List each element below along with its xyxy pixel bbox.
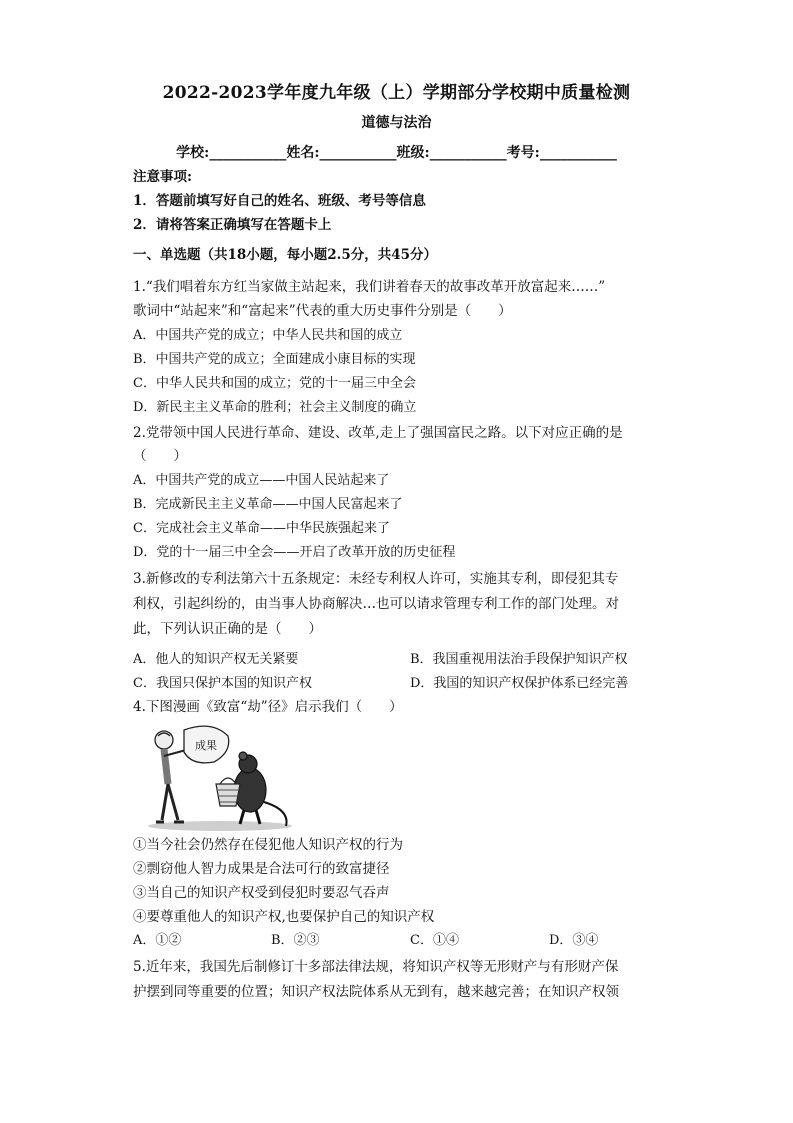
section-heading: 一、单选题（共18小题，每小题2.5分，共45分）	[133, 247, 438, 263]
statement-item: ④要尊重他人的知识产权,也要保护自己的知识产权	[133, 909, 435, 925]
statement-item: ②剽窃他人智力成果是合法可行的致富捷径	[133, 861, 390, 877]
question-text: 利权，引起纠纷的，由当事人协商解决…也可以请求管理专利工作的部门处理。对	[133, 596, 619, 612]
cartoon-illustration	[140, 722, 300, 832]
answer-option: A．中国共产党的成立——中国人民站起来了	[133, 473, 390, 488]
answer-option: A．他人的知识产权无关紧要	[133, 652, 299, 667]
statement-item: ③当自己的知识产权受到侵犯时要忍气吞声	[133, 885, 390, 901]
ground-shadow	[148, 821, 292, 831]
question-text: （ ）	[133, 448, 187, 464]
answer-option: C．我国只保护本国的知识产权	[133, 676, 312, 691]
answer-option: D．③④	[549, 933, 599, 948]
answer-option: A．中国共产党的成立；中华人民共和国的成立	[133, 328, 403, 343]
question-text: 护摆到同等重要的位置；知识产权法院体系从无到有，越来越完善；在知识产权领	[133, 984, 619, 1000]
page-title: 2022-2023学年度九年级（上）学期部分学校期中质量检测	[162, 83, 631, 103]
answer-option: B．②③	[271, 933, 320, 948]
question-text: 歌词中“站起来”和“富起来”代表的重大历史事件分别是（ ）	[133, 303, 512, 319]
answer-option: A．①②	[133, 933, 182, 948]
rat-thief	[234, 752, 287, 826]
statement-item: ①当今社会仍然存在侵犯他人知识产权的行为	[133, 837, 403, 853]
notice-item: 2．请将答案正确填写在答题卡上	[133, 217, 332, 233]
man-figure	[155, 731, 186, 822]
subject-title: 道德与法治	[361, 115, 432, 131]
notice-item: 1．答题前填写好自己的姓名、班级、考号等信息	[133, 193, 426, 209]
answer-option: B．我国重视用法治手段保护知识产权	[410, 652, 628, 667]
answer-option: C．中华人民共和国的成立；党的十一届三中全会	[133, 376, 416, 391]
answer-option: D．党的十一届三中全会——开启了改革开放的历史征程	[133, 545, 456, 560]
question-text: 2.党带领中国人民进行革命、建设、改革,走上了强国富民之路。以下对应正确的是	[133, 425, 623, 441]
answer-option: D．我国的知识产权保护体系已经完善	[410, 676, 629, 691]
answer-option: C．①④	[410, 933, 459, 948]
sack-label: 成果	[195, 739, 217, 752]
question-text: 5.近年来，我国先后制修订十多部法律法规，将知识产权等无形财产与有形财产保	[133, 959, 619, 975]
answer-option: C．完成社会主义革命——中华民族强起来了	[133, 521, 390, 536]
answer-option: B．完成新民主主义革命——中国人民富起来了	[133, 497, 403, 512]
notice-heading: 注意事项:	[133, 169, 192, 185]
answer-option: D．新民主主义革命的胜利；社会主义制度的确立	[133, 400, 417, 415]
question-text: 3.新修改的专利法第六十五条规定：未经专利权人许可，实施其专利，即侵犯其专	[133, 571, 619, 587]
student-info-line: 学校:___________姓名:___________班级:___________考号:___________	[176, 145, 617, 161]
answer-option: B．中国共产党的成立；全面建成小康目标的实现	[133, 352, 416, 367]
question-text: 4.下图漫画《致富“劫”径》启示我们（ ）	[133, 699, 403, 715]
question-text: 1.“我们唱着东方红当家做主站起来，我们讲着春天的故事改革开放富起来……”	[133, 279, 606, 295]
question-text: 此，下列认识正确的是（ ）	[133, 621, 322, 637]
